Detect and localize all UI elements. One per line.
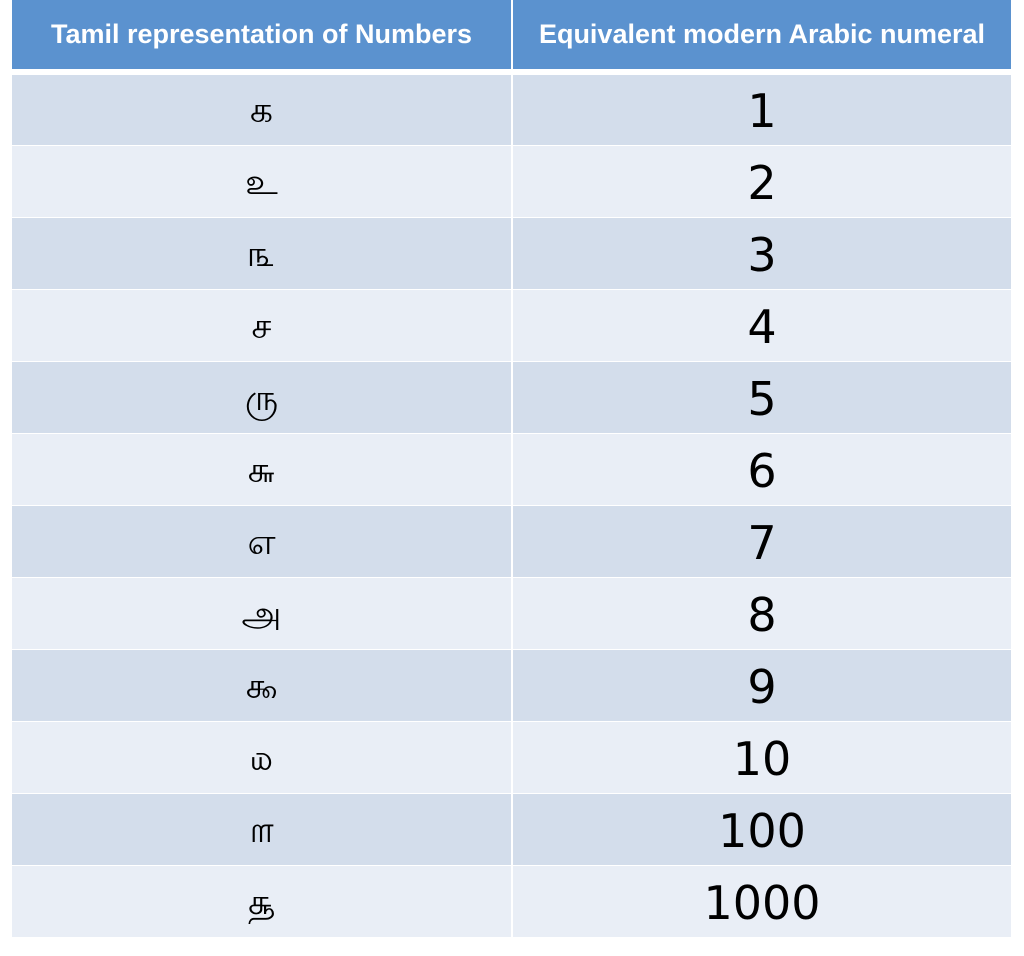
arabic-numeral-cell: 1 bbox=[511, 75, 1011, 145]
arabic-numeral-cell: 8 bbox=[511, 578, 1011, 649]
arabic-numeral-cell: 3 bbox=[511, 218, 1011, 289]
arabic-numeral-cell: 6 bbox=[511, 434, 1011, 505]
tamil-numeral-cell: உ bbox=[245, 161, 278, 203]
tamil-numeral-cell: ௲ bbox=[248, 881, 275, 923]
tamil-numeral-cell: ௯ bbox=[244, 665, 279, 707]
tamil-numeral-cell: ௩ bbox=[247, 233, 276, 275]
table-row bbox=[12, 721, 1011, 793]
arabic-numeral-cell: 100 bbox=[511, 794, 1011, 865]
table-row bbox=[12, 217, 1011, 289]
arabic-numeral-cell: 10 bbox=[511, 722, 1011, 793]
table-row bbox=[12, 505, 1011, 577]
arabic-numeral-cell: 2 bbox=[511, 146, 1011, 217]
tamil-numeral-cell: க bbox=[249, 90, 274, 131]
table-row bbox=[12, 577, 1011, 649]
table-row bbox=[12, 361, 1011, 433]
table-row bbox=[12, 433, 1011, 505]
arabic-numeral-cell: 4 bbox=[511, 290, 1011, 361]
arabic-numeral-cell: 9 bbox=[511, 650, 1011, 721]
tamil-numeral-cell: ௰ bbox=[249, 737, 274, 779]
table-header-row bbox=[12, 0, 1011, 75]
table-body bbox=[12, 75, 1011, 937]
header-tamil: Tamil representation of Numbers bbox=[50, 19, 473, 49]
tamil-numeral-cell: ௬ bbox=[246, 449, 277, 491]
arabic-numeral-cell: 7 bbox=[511, 506, 1011, 577]
tamil-numeral-cell: ச bbox=[251, 305, 272, 347]
table-row bbox=[12, 145, 1011, 217]
header-arabic: Equivalent modern Arabic numeral bbox=[511, 0, 1011, 69]
tamil-numeral-cell: எ bbox=[247, 521, 276, 563]
table-row bbox=[12, 649, 1011, 721]
table-row bbox=[12, 865, 1011, 937]
tamil-numeral-cell: அ bbox=[241, 593, 282, 635]
table-row bbox=[12, 793, 1011, 865]
table-row bbox=[12, 289, 1011, 361]
numeral-table bbox=[12, 0, 1011, 937]
tamil-numeral-cell: ௱ bbox=[249, 809, 274, 851]
arabic-numeral-cell: 1000 bbox=[511, 866, 1011, 937]
table-row bbox=[12, 75, 1011, 145]
tamil-numeral-cell: ரு bbox=[244, 377, 279, 419]
arabic-numeral-cell: 5 bbox=[511, 362, 1011, 433]
